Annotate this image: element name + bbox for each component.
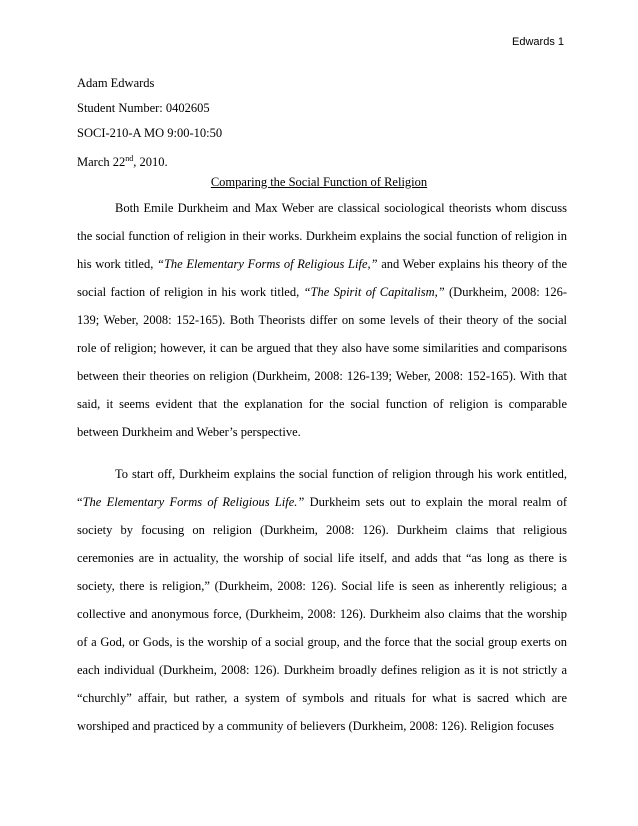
text-line: said, it seems evident that the explanation for the social function of religion is comparable	[77, 397, 567, 411]
text-line: society, there is religion,” (Durkheim, 2008: 126). Social life is seen as inherently religious; a	[77, 579, 567, 593]
text-segment: (Durkheim, 2008: 126-	[444, 285, 567, 299]
date-line: March 22nd, 2010.	[77, 154, 168, 170]
text-line: To start off, Durkheim explains the social function of religion through his work entitled,	[115, 467, 567, 481]
text-line: worshiped and practiced by a community of believers (Durkheim, 2008: 126). Religion focuses	[77, 719, 554, 733]
text-line	[77, 254, 567, 282]
text-line: between their theories on religion (Durkheim, 2008: 126-139; Weber, 2008: 152-165). With that	[77, 369, 567, 383]
text-segment: “	[77, 495, 83, 509]
course-code: SOCI-210-A MO 9:00-10:50	[77, 126, 223, 140]
text-line: “churchly” affair, but rather, a system of symbols and rituals for what is sacred which are	[77, 691, 567, 705]
text-line: ceremonies are in actuality, the worship of social life itself, and adds that “as long as there is	[77, 551, 567, 565]
running-head: Edwards 1	[512, 36, 564, 48]
paragraph-2	[77, 464, 567, 744]
text-segment: his work titled,	[77, 257, 157, 271]
essay-title: Comparing the Social Function of Religion	[210, 175, 428, 189]
text-segment: and Weber explains his theory of the	[377, 257, 567, 271]
student-number: Student Number: 0402605	[77, 101, 210, 115]
author-name: Adam Edwards	[77, 76, 155, 90]
text-line: Both Emile Durkheim and Max Weber are classical sociological theorists whom discuss	[115, 201, 567, 215]
student-info	[77, 75, 567, 175]
text-segment: Durkheim sets out to explain the moral realm of	[304, 495, 567, 509]
paragraph-1	[77, 198, 567, 450]
text-line: of a God, or Gods, is the worship of a social group, and the force that the social group exerts on	[77, 635, 567, 649]
text-line: society by focusing on religion (Durkheim, 2008: 126). Durkheim claims that religious	[77, 523, 567, 537]
text-line: the social function of religion in their works. Durkheim explains the social function of religion in	[77, 229, 567, 243]
text-line: 139; Weber, 2008: 152-165). Both Theorists differ on some levels of their theory of the social	[77, 313, 567, 327]
text-line: between Durkheim and Weber’s perspective.	[77, 425, 301, 439]
italic-title: The Elementary Forms of Religious Life.”	[82, 495, 305, 509]
text-line	[77, 492, 567, 520]
text-line: collective and anonymous force, (Durkheim, 2008: 126). Durkheim also claims that the worship	[77, 607, 567, 621]
text-line: each individual (Durkheim, 2008: 126). Durkheim broadly defines religion as it is not strictly a	[77, 663, 567, 677]
italic-title: “The Elementary Forms of Religious Life,”	[157, 257, 378, 271]
text-line	[77, 282, 567, 310]
text-line: role of religion; however, it can be argued that they also have some similarities and comparisons	[77, 341, 567, 355]
italic-title: “The Spirit of Capitalism,”	[303, 285, 445, 299]
text-segment: social faction of religion in his work titled,	[77, 285, 304, 299]
